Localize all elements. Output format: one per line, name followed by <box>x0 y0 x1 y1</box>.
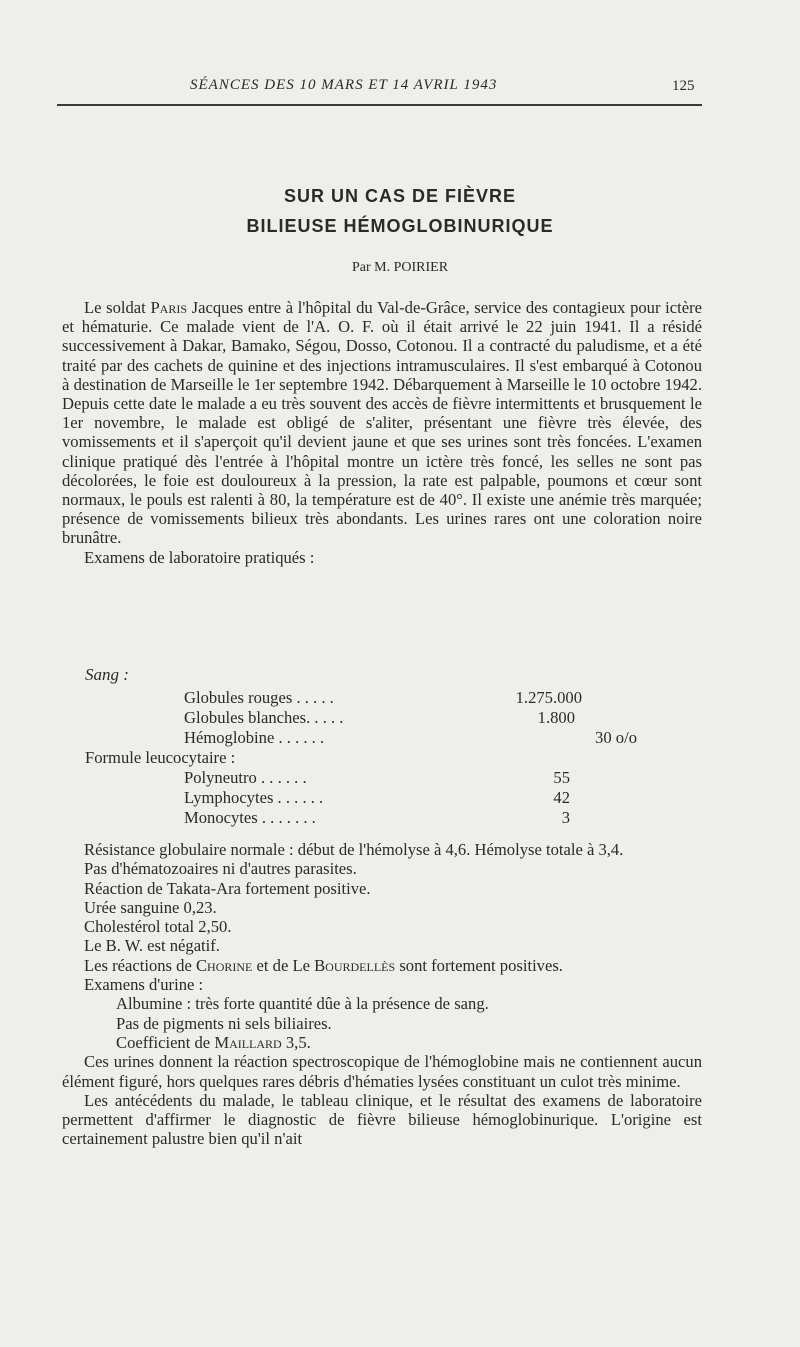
running-head: SÉANCES DES 10 MARS ET 14 AVRIL 1943 <box>190 77 498 93</box>
soldier-name: Paris <box>150 298 188 317</box>
lab-row-name: Globules rouges . . . . . <box>184 688 334 707</box>
conclusion-paragraph: Les antécédents du malade, le tableau clinique, et le résultat des examens de laboratoire permettent d'affirmer le diagnostic de fièvre bilieuse hémoglobinurique. L'origine est certainement palustre bien qu'il n'ait <box>62 1090 702 1149</box>
article-title-line2: BILIEUSE HÉMOGLOBINURIQUE <box>246 216 554 236</box>
urine-coefficient: Coefficient de Maillard 3,5. <box>116 1032 311 1052</box>
urine-pigments: Pas de pigments ni sels biliaires. <box>116 1013 332 1033</box>
line-hematozoaires: Pas d'hématozoaires ni d'autres parasites. <box>84 859 357 879</box>
line-bw: Le B. W. est négatif. <box>84 936 220 956</box>
header-rule <box>57 104 702 106</box>
name-chorine: Chorine <box>195 955 253 975</box>
intro-section <box>62 298 702 567</box>
formule-label: Formule leucocytaire : <box>85 748 236 767</box>
intro-paragraph: Le soldat Paris Jacques entre à l'hôpital du Val-de-Grâce, service des contagieux pour ictère et hématurie. Ce malade vient de l'A. O. F. où il était arrivé le 22 juin 1941. Il a résidé successivement à Dakar, Bamako, Ségou, Dosso, Cotonou. Il a contracté du paludisme, et a été traité par des cachets de quinine et des injections intramusculaires. Il s'est embarqué à Cotonou à destination de Marseille le 1er septembre 1942. Débarquement à Marseille le 10 octobre 1942. Depuis cette date le malade a eu très souvent des accès de fièvre intermittents et brusquement le 1er novembre, le malade est obligé de s'aliter, présentant une fièvre très élevée, des vomissements et il s'aperçoit qu'il devient jaune et que ses urines sont très foncées. L'examen clinique pratiqué dès l'entrée à l'hôpital montre un ictère très foncé, les selles ne sont pas décolorées, le foie est douloureux à la pression, la rate est palpable, poumons et cœur sont normaux, le pouls est ralenti à 80, la température est de 40°. Il existe une anémie très marquée; présence de vomissements bilieux très abondants. Les urines rares ont une coloration noire brunâtre. <box>62 298 702 548</box>
lab-row-value: 30 o/o <box>595 728 637 747</box>
sang-label: Sang : <box>85 665 129 684</box>
formule-row-value: 42 <box>553 788 570 807</box>
spectro-paragraph: Ces urines donnent la réaction spectroscopique de l'hémoglobine mais ne contiennent aucun élément figuré, hors quelques rares débris d'hématies lysées constituant un culot très minime. <box>62 1052 702 1091</box>
name-maillard: Maillard <box>214 1032 282 1052</box>
line-takata: Réaction de Takata-Ara fortement positive. <box>84 878 371 898</box>
article-title-line1: SUR UN CAS DE FIÈVRE <box>283 186 517 206</box>
formule-row-value: 3 <box>561 808 570 827</box>
formule-row-value: 55 <box>553 768 570 787</box>
exams-intro: Examens de laboratoire pratiqués : <box>84 547 315 567</box>
page-number: 125 <box>672 78 695 94</box>
results-section <box>62 840 702 1149</box>
article-author: Par M. POIRIER <box>351 260 449 275</box>
formule-row-name: Polyneutro . . . . . . <box>184 768 307 787</box>
line-reactions: Les réactions de Chorine et de Le Bourdellès sont fortement positives. <box>84 955 563 975</box>
formule-row-name: Monocytes . . . . . . . <box>184 808 316 827</box>
urine-label: Examens d'urine : <box>84 975 204 995</box>
formule-row-name: Lymphocytes . . . . . . <box>184 788 324 807</box>
lab-row-value: 1.275.000 <box>515 688 582 707</box>
lab-row-value: 1.800 <box>537 708 575 727</box>
lab-row-name: Globules blanches. . . . . <box>184 708 344 727</box>
lab-row-name: Hémoglobine . . . . . . <box>184 728 325 747</box>
urine-albumine: Albumine : très forte quantité dûe à la présence de sang. <box>116 994 489 1014</box>
name-bourdelles: Bourdellès <box>314 955 396 975</box>
line-uree: Urée sanguine 0,23. <box>84 897 217 917</box>
resistance-paragraph: Résistance globulaire normale : début de l'hémolyse à 4,6. Hémolyse totale à 3,4. <box>84 840 624 859</box>
line-cholesterol: Cholestérol total 2,50. <box>84 917 232 937</box>
